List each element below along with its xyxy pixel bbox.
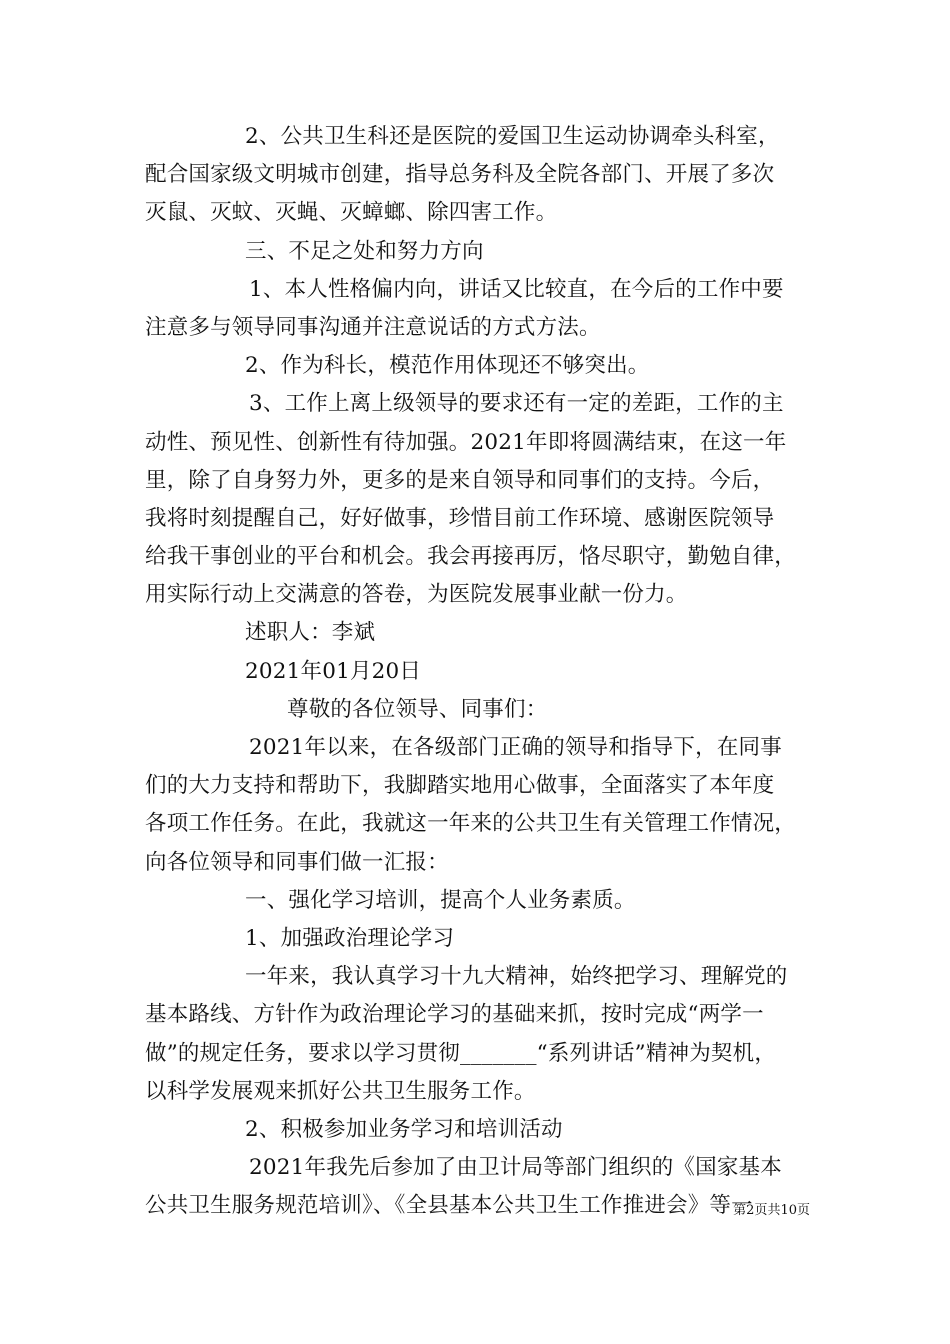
text-line: 做”的规定任务，要求以学习贯彻_______“系列讲话”精神为契机， xyxy=(145,1040,777,1066)
text-line: 以科学发展观来抓好公共卫生服务工作。 xyxy=(145,1078,536,1104)
section-heading: 三、不足之处和努力方向 xyxy=(245,238,484,264)
text-line: 2021年我先后参加了由卫计局等部门组织的《国家基本 xyxy=(249,1155,782,1181)
text-line: 基本路线、方针作为政治理论学习的基础来抓，按时完成“两学一 xyxy=(145,1002,764,1028)
text-line: 一年来，我认真学习十九大精神，始终把学习、理解党的 xyxy=(245,964,788,990)
text-line: 各项工作任务。在此，我就这一年来的公共卫生有关管理工作情况， xyxy=(145,811,797,837)
salutation: 尊敬的各位领导、同事们： xyxy=(287,696,548,722)
text-line: 2021年以来，在各级部门正确的领导和指导下，在同事 xyxy=(249,735,782,760)
section-heading: 一、强化学习培训，提高个人业务素质。 xyxy=(245,887,636,913)
text-line: 灭鼠、灭蚊、灭蝇、灭蟑螂、除四害工作。 xyxy=(145,200,558,226)
text-line: 1、本人性格偏内向，讲话又比较直，在今后的工作中要 xyxy=(249,276,784,302)
text-line: 用实际行动上交满意的答卷，为医院发展事业献一份力。 xyxy=(145,582,688,608)
subsection-heading: 1、加强政治理论学习 xyxy=(245,925,455,951)
text-line: 2、公共卫生科还是医院的爱国卫生运动协调牵头科室， xyxy=(245,124,780,149)
text-line: 动性、预见性、创新性有待加强。2021年即将圆满结束，在这一年 xyxy=(145,429,787,455)
text-line: 配合国家级文明城市创建，指导总务科及全院各部门、开展了多次 xyxy=(145,162,775,188)
subsection-heading: 2、积极参加业务学习和培训活动 xyxy=(245,1116,563,1142)
text-line: 们的大力支持和帮助下，我脚踏实地用心做事，全面落实了本年度 xyxy=(145,773,775,799)
text-line: 我将时刻提醒自己，好好做事，珍惜目前工作环境、感谢医院领导 xyxy=(145,505,775,531)
page-number: 第2页共10页 xyxy=(733,1203,810,1218)
date-line: 2021年01月20日 xyxy=(245,658,422,684)
document-body xyxy=(145,118,810,1225)
text-line: 里，除了自身努力外，更多的是来自领导和同事们的支持。今后， xyxy=(145,467,775,493)
text-line: 注意多与领导同事沟通并注意说话的方式方法。 xyxy=(145,314,601,340)
text-line: 公共卫生服务规范培训》、《全县基本公共卫生工作推进会》等一 xyxy=(145,1193,753,1219)
text-line: 3、工作上离上级领导的要求还有一定的差距，工作的主 xyxy=(249,391,784,417)
text-line: 2、作为科长，模范作用体现还不够突出。 xyxy=(245,353,650,379)
signature-line: 述职人：李斌 xyxy=(245,620,376,646)
text-line: 向各位领导和同事们做一汇报： xyxy=(145,849,449,875)
text-line: 给我干事创业的平台和机会。我会再接再厉，恪尽职守，勤勉自律， xyxy=(145,544,797,570)
